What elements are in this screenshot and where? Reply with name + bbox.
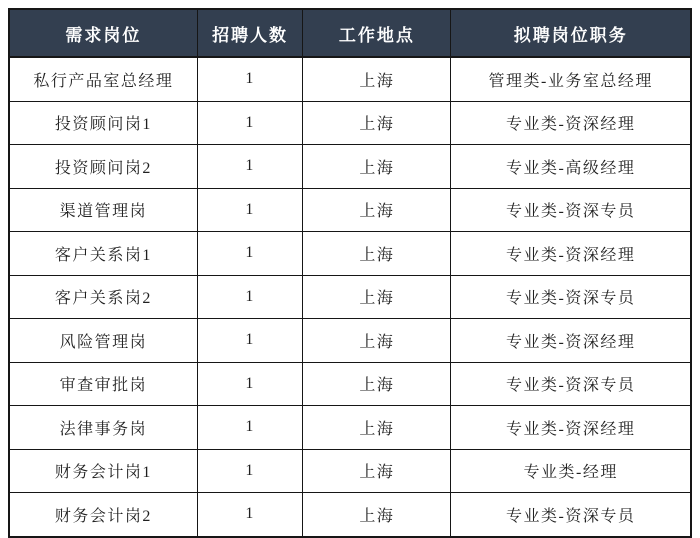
table-cell: 上海 xyxy=(303,57,451,101)
table-row xyxy=(9,275,691,319)
header-cell-headcount: 招聘人数 xyxy=(197,9,303,57)
table-cell: 上海 xyxy=(303,493,451,537)
table-cell: 财务会计岗1 xyxy=(9,449,197,493)
table-cell: 投资顾问岗2 xyxy=(9,145,197,189)
table-cell: 专业类-资深专员 xyxy=(451,362,691,406)
table-cell: 上海 xyxy=(303,449,451,493)
table-cell: 专业类-资深专员 xyxy=(451,275,691,319)
table-row xyxy=(9,145,691,189)
table-cell: 上海 xyxy=(303,188,451,232)
table-row xyxy=(9,449,691,493)
table-cell: 风险管理岗 xyxy=(9,319,197,363)
table-cell: 专业类-资深专员 xyxy=(451,493,691,537)
table-cell: 1 xyxy=(197,57,303,101)
table-cell: 1 xyxy=(197,493,303,537)
table-row xyxy=(9,493,691,537)
table-cell: 专业类-经理 xyxy=(451,449,691,493)
table-cell: 专业类-资深经理 xyxy=(451,319,691,363)
table-row xyxy=(9,101,691,145)
table-cell: 1 xyxy=(197,362,303,406)
table-row xyxy=(9,362,691,406)
table-cell: 1 xyxy=(197,275,303,319)
table-cell: 专业类-资深经理 xyxy=(451,232,691,276)
table-cell: 1 xyxy=(197,319,303,363)
table-cell: 上海 xyxy=(303,406,451,450)
table-cell: 投资顾问岗1 xyxy=(9,101,197,145)
header-cell-title: 拟聘岗位职务 xyxy=(451,9,691,57)
table-row xyxy=(9,406,691,450)
table-cell: 1 xyxy=(197,449,303,493)
table-cell: 专业类-资深专员 xyxy=(451,188,691,232)
table-cell: 审查审批岗 xyxy=(9,362,197,406)
table-cell: 客户关系岗1 xyxy=(9,232,197,276)
table-cell: 上海 xyxy=(303,145,451,189)
table-cell: 1 xyxy=(197,101,303,145)
header-cell-position: 需求岗位 xyxy=(9,9,197,57)
table-header-row xyxy=(9,9,691,57)
table-cell: 渠道管理岗 xyxy=(9,188,197,232)
table-cell: 财务会计岗2 xyxy=(9,493,197,537)
table-cell: 专业类-高级经理 xyxy=(451,145,691,189)
table-cell: 管理类-业务室总经理 xyxy=(451,57,691,101)
table-cell: 私行产品室总经理 xyxy=(9,57,197,101)
table-cell: 客户关系岗2 xyxy=(9,275,197,319)
table-row xyxy=(9,188,691,232)
table-cell: 法律事务岗 xyxy=(9,406,197,450)
table-row xyxy=(9,232,691,276)
header-cell-location: 工作地点 xyxy=(303,9,451,57)
table-cell: 1 xyxy=(197,145,303,189)
table-cell: 上海 xyxy=(303,101,451,145)
table-cell: 上海 xyxy=(303,232,451,276)
table-cell: 专业类-资深经理 xyxy=(451,101,691,145)
table-cell: 1 xyxy=(197,188,303,232)
table-cell: 上海 xyxy=(303,362,451,406)
table-cell: 上海 xyxy=(303,319,451,363)
table-cell: 上海 xyxy=(303,275,451,319)
table-row xyxy=(9,57,691,101)
table-row xyxy=(9,319,691,363)
table-cell: 1 xyxy=(197,406,303,450)
table-body xyxy=(9,57,691,537)
table-cell: 1 xyxy=(197,232,303,276)
recruitment-positions-table xyxy=(8,8,692,538)
table-cell: 专业类-资深经理 xyxy=(451,406,691,450)
